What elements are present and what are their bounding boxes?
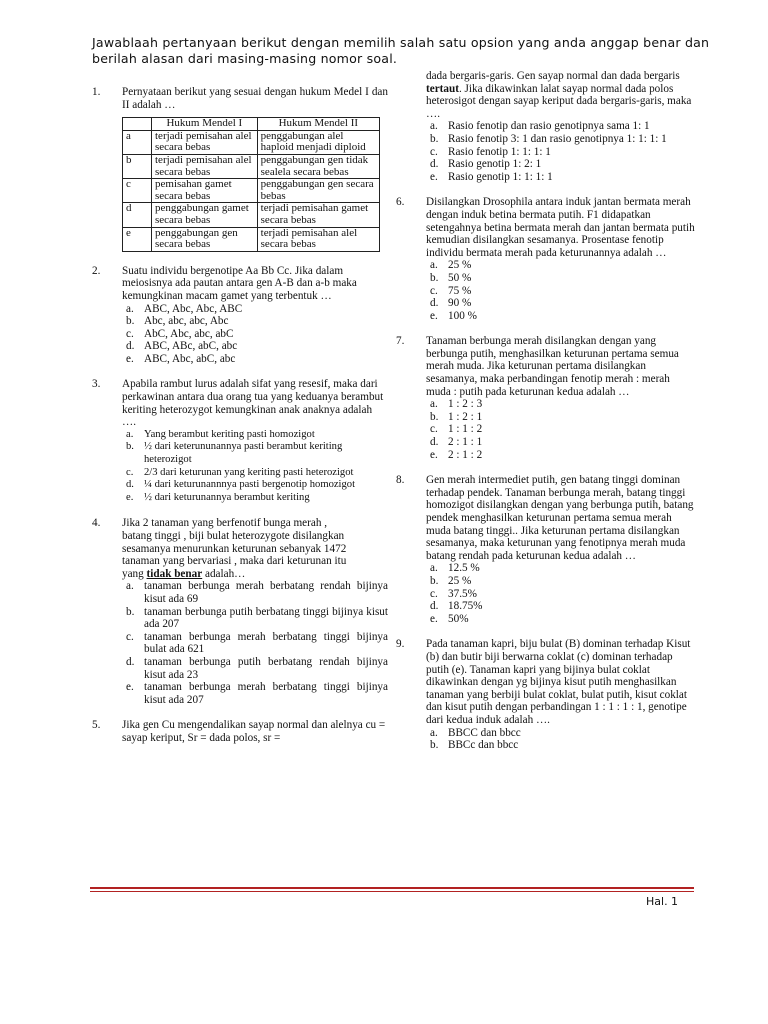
row-label: a: [123, 130, 152, 154]
option-text: BBCC dan bbcc: [448, 726, 521, 739]
row-label: c: [123, 179, 152, 203]
option-text: 2 : 1 : 2: [448, 448, 483, 461]
option-text: tanaman berbunga putih berbatang rendah bijinya kisut ada 23: [144, 655, 388, 681]
option-label: e.: [430, 309, 438, 322]
option-c: [426, 285, 696, 298]
row-label: e: [123, 227, 152, 251]
option-c: [426, 146, 696, 159]
option-label: e.: [126, 352, 134, 365]
option-d: [122, 656, 388, 681]
option-label: c.: [430, 284, 438, 297]
question-number: 5.: [92, 719, 101, 732]
option-list: [122, 303, 388, 366]
mendel-table: [122, 117, 380, 252]
question-number: 7.: [396, 335, 405, 348]
option-label: b.: [430, 410, 439, 423]
option-text: 37.5%: [448, 587, 477, 600]
option-b: [426, 739, 696, 752]
page-number: Hal. 1: [646, 895, 679, 908]
option-text: AbC, Abc, abc, abC: [144, 327, 234, 340]
option-text: 2 : 1 : 1: [448, 436, 483, 449]
option-text: BBCc dan bbcc: [448, 739, 519, 752]
table-row: [123, 154, 380, 178]
option-label: d.: [126, 479, 134, 491]
option-list: [426, 727, 696, 752]
question-text: Tanaman berbunga merah disilangkan dengan yang berbunga putih, menghasilkan keturunan pertama semua merah muda. Jika keturunan pertama disilangkan sesamanya, maka perbandingan fenotip merah : merah muda : putih pada keturunan kedua adalah …: [426, 335, 679, 398]
mendel-1-cell: pemisahan gamet secara bebas: [152, 179, 258, 203]
option-e: [122, 681, 388, 706]
option-label: a.: [126, 302, 134, 315]
question-5-continued: [396, 70, 696, 183]
option-text: ABC, Abc, Abc, ABC: [144, 302, 243, 315]
option-list: [426, 259, 696, 322]
option-text: tanaman berbunga putih berbatang tinggi bijinya kisut ada 207: [144, 605, 388, 631]
option-a: [122, 580, 388, 605]
option-text: 2/3 dari keturunan yang keriting pasti heterozigot: [144, 466, 354, 478]
option-list: [426, 562, 696, 625]
option-d: [426, 600, 696, 613]
mendel-2-cell: terjadi pemisahan alel secara bebas: [257, 227, 379, 251]
question-text: Suatu individu bergenotipe Aa Bb Cc. Jika dalam meiosisnya ada pautan antara gen A-B dan a-b maka kemungkinan macam gamet yang terbentuk …: [122, 264, 357, 302]
option-a: [426, 120, 696, 133]
option-label: b.: [126, 605, 135, 618]
option-label: a.: [430, 398, 438, 411]
option-text: ½ dari keturunannya berambut keriting: [144, 491, 310, 503]
question-text: Gen merah intermediet putih, gen batang tinggi dominan terhadap pendek. Tanaman berbunga merah, batang tinggi homozigot disilangkan dengan yang berbunga putih, batang pendek menghasilkan keturunan pertama semua merah muda batang tinggi.. Jika keturunan pertama disilangkan sesamanya, maka keturunan yang fenotipnya merah muda batang rendah pada keturunan kedua adalah …: [426, 474, 694, 562]
option-label: d.: [126, 340, 135, 353]
option-b: [426, 575, 696, 588]
option-b: [426, 133, 696, 146]
option-text: ½ dari keterununannya pasti berambut keriting heterozigot: [144, 441, 343, 466]
option-a: [122, 303, 388, 316]
option-e: [426, 171, 696, 184]
question-4: [92, 517, 388, 706]
option-text: 1 : 2 : 1: [448, 410, 483, 423]
option-label: e.: [126, 491, 134, 503]
option-list: [122, 580, 388, 706]
left-column: [92, 70, 388, 758]
row-label: d: [123, 203, 152, 227]
question-5-start: [92, 719, 388, 744]
question-2: [92, 265, 388, 366]
question-text: Pada tanaman kapri, biju bulat (B) dominan terhadap Kisut (b) dan butir biji berwarna coklat (c) dominan terhadap putih (e). Tanaman kapri yang bijinya bulat coklat dikawinkan dengan yg bijinya kisut putih menghasilkan tanaman yang berbiji bulat coklat, bulat putih, kisut coklat dan kisut putih dengan perbandingan 1 : 1 : 1 : 1, genotipe dari kedua induk adalah ….: [426, 638, 691, 726]
option-text: 100 %: [448, 309, 477, 322]
question-text: Pernyataan berikut yang sesuai dengan hukum Medel I dan II adalah …: [122, 86, 388, 111]
option-e: [122, 492, 388, 505]
question-text: [426, 70, 696, 120]
table-header-mendel-1: Hukum Mendel I: [152, 118, 258, 131]
option-text: 90 %: [448, 297, 472, 310]
option-list: [122, 429, 388, 505]
table-corner: [123, 118, 152, 131]
option-label: c.: [126, 630, 134, 643]
footer-rule-thin: [90, 891, 694, 892]
instruction-header: Jawablaah pertanyaan berikut dengan memilih salah satu opsion yang anda anggap benar dan berilah alasan dari masing-masing nomor soal.: [92, 35, 710, 66]
option-label: e.: [126, 681, 134, 694]
option-text: Rasio fenotip 3: 1 dan rasio genotipnya 1: 1: 1: 1: [448, 132, 667, 145]
option-text: ABC, Abc, abC, abc: [144, 352, 236, 365]
option-text: ¼ dari keturunannnya pasti bergenotip homozigot: [144, 479, 356, 491]
option-c: [426, 423, 696, 436]
option-c: [122, 467, 388, 480]
question-text-part: adalah…: [202, 567, 246, 580]
mendel-1-cell: terjadi pemisahan alel secara bebas: [152, 130, 258, 154]
option-label: e.: [430, 170, 438, 183]
option-c: [426, 588, 696, 601]
option-label: b.: [430, 132, 439, 145]
question-number: 4.: [92, 517, 101, 530]
question-text: Disilangkan Drosophila antara induk jantan bermata merah dengan induk betina bermata putih. F1 didapatkan setengahnya betina bermata merah dan jantan bermata putih kemudian disilangkan sesamanya. Prosentase fenotip individu bermata merah pada keturunannya adalah …: [426, 196, 695, 259]
option-text: 1 : 2 : 3: [448, 398, 483, 411]
option-e: [426, 449, 696, 462]
option-label: b.: [430, 271, 439, 284]
question-number: 8.: [396, 474, 405, 487]
option-c: [122, 631, 388, 656]
option-a: [426, 259, 696, 272]
option-text: tanaman berbunga merah berbatang tinggi bijinya bulat ada 621: [144, 630, 388, 656]
mendel-2-cell: penggabungan gen tidak sealela secara bebas: [257, 154, 379, 178]
option-label: b.: [430, 574, 439, 587]
question-number: 6.: [396, 196, 405, 209]
option-label: a.: [430, 259, 438, 272]
mendel-2-cell: penggabungan alel haploid menjadi diploid: [257, 130, 379, 154]
option-text: 18.75%: [448, 600, 483, 613]
option-label: c.: [126, 466, 134, 478]
question-number: 2.: [92, 264, 101, 277]
option-b: [426, 411, 696, 424]
option-e: [426, 310, 696, 323]
question-text: Apabila rambut lurus adalah sifat yang resesif, maka dari perkawinan antara dua orang tua yang keduanya berambut keriting heterozygot kemungkinan anak anaknya adalah ….: [122, 378, 384, 429]
option-label: a.: [430, 562, 438, 575]
row-label: b: [123, 154, 152, 178]
option-b: [122, 441, 388, 466]
option-label: b.: [126, 315, 135, 328]
option-label: e.: [430, 448, 438, 461]
option-text: Rasio fenotip dan rasio genotipnya sama 1: 1: [448, 120, 650, 133]
question-1: [92, 86, 388, 252]
option-b: [426, 272, 696, 285]
option-text: Yang berambut keriting pasti homozigot: [144, 428, 315, 440]
option-a: [426, 727, 696, 740]
option-text: tanaman berbunga merah berbatang rendah bijinya kisut ada 69: [144, 580, 388, 605]
option-a: [122, 429, 388, 442]
option-text: 1 : 1 : 2: [448, 423, 483, 436]
option-a: [426, 562, 696, 575]
option-label: d.: [126, 655, 135, 668]
question-number: 3.: [92, 378, 101, 391]
option-text: Rasio genotip 1: 2: 1: [448, 158, 542, 171]
option-d: [426, 297, 696, 310]
right-column: [396, 70, 696, 765]
emphasis-text: tidak benar: [146, 567, 203, 580]
mendel-2-cell: terjadi pemisahan gamet secara bebas: [257, 203, 379, 227]
option-label: c.: [430, 145, 438, 158]
question-text-part: dada bergaris-garis. Gen sayap normal dan dada bergaris: [426, 70, 680, 82]
option-e: [122, 353, 388, 366]
question-text: [122, 517, 388, 580]
option-text: ABC, ABc, abC, abc: [144, 340, 238, 353]
option-label: d.: [430, 436, 439, 449]
option-b: [122, 315, 388, 328]
option-label: b.: [430, 739, 439, 752]
option-text: 50 %: [448, 271, 472, 284]
table-header-mendel-2: Hukum Mendel II: [257, 118, 379, 131]
question-7: [396, 335, 696, 461]
mendel-1-cell: penggabungan gen secara bebas: [152, 227, 258, 251]
option-label: a.: [126, 580, 134, 593]
option-d: [426, 436, 696, 449]
option-d: [122, 340, 388, 353]
question-number: 1.: [92, 86, 101, 98]
footer-rule: [90, 887, 694, 889]
option-text: Rasio fenotip 1: 1: 1: 1: [448, 145, 551, 158]
option-label: e.: [430, 612, 438, 625]
table-row: [123, 227, 380, 251]
option-label: a.: [126, 428, 134, 440]
option-text: 75 %: [448, 284, 472, 297]
option-label: c.: [430, 423, 438, 436]
question-text-part: Jika 2 tanaman yang berfenotif bunga merah , batang tinggi , biji bulat heterozygote disilangkan sesamanya menurunkan keturunan sebanyak 1472 tanaman yang bervariasi , maka dari keturunan itu yang: [122, 517, 347, 580]
question-text: Jika gen Cu mengendalikan sayap normal dan alelnya cu = sayap keriput, Sr = dada polos, sr =: [122, 719, 386, 744]
option-label: b.: [126, 441, 134, 453]
option-label: a.: [430, 120, 438, 133]
option-text: Abc, abc, abc, Abc: [144, 315, 229, 328]
option-label: d.: [430, 158, 439, 171]
emphasis-text: tertaut: [426, 82, 459, 95]
option-text: 50%: [448, 612, 469, 625]
question-8: [396, 474, 696, 625]
option-text: 25 %: [448, 574, 472, 587]
mendel-1-cell: terjadi pemisahan alel secara bebas: [152, 154, 258, 178]
table-row: [123, 130, 380, 154]
table-row: [123, 203, 380, 227]
option-list: [426, 120, 696, 183]
option-d: [426, 158, 696, 171]
question-9: [396, 638, 696, 751]
option-c: [122, 328, 388, 341]
option-text: 12.5 %: [448, 562, 480, 575]
option-label: d.: [430, 600, 439, 613]
option-label: c.: [126, 327, 134, 340]
mendel-2-cell: penggabungan gen secara bebas: [257, 179, 379, 203]
option-a: [426, 398, 696, 411]
option-text: 25 %: [448, 259, 472, 272]
question-3: [92, 378, 388, 504]
option-label: a.: [430, 726, 438, 739]
option-list: [426, 398, 696, 461]
question-text-part: . Jika dikawinkan lalat sayap normal dada polos heterosigot dengan sayap keriput dada bergaris-garis, maka ….: [426, 82, 692, 120]
option-text: tanaman berbunga merah berbatang tinggi bijinya kisut ada 207: [144, 681, 388, 706]
question-6: [396, 196, 696, 322]
option-b: [122, 606, 388, 631]
option-text: Rasio genotip 1: 1: 1: 1: [448, 170, 553, 183]
mendel-1-cell: penggabungan gamet secara bebas: [152, 203, 258, 227]
question-number: 9.: [396, 638, 405, 651]
option-label: c.: [430, 587, 438, 600]
table-row: [123, 179, 380, 203]
option-e: [426, 613, 696, 626]
option-d: [122, 479, 388, 492]
option-label: d.: [430, 297, 439, 310]
